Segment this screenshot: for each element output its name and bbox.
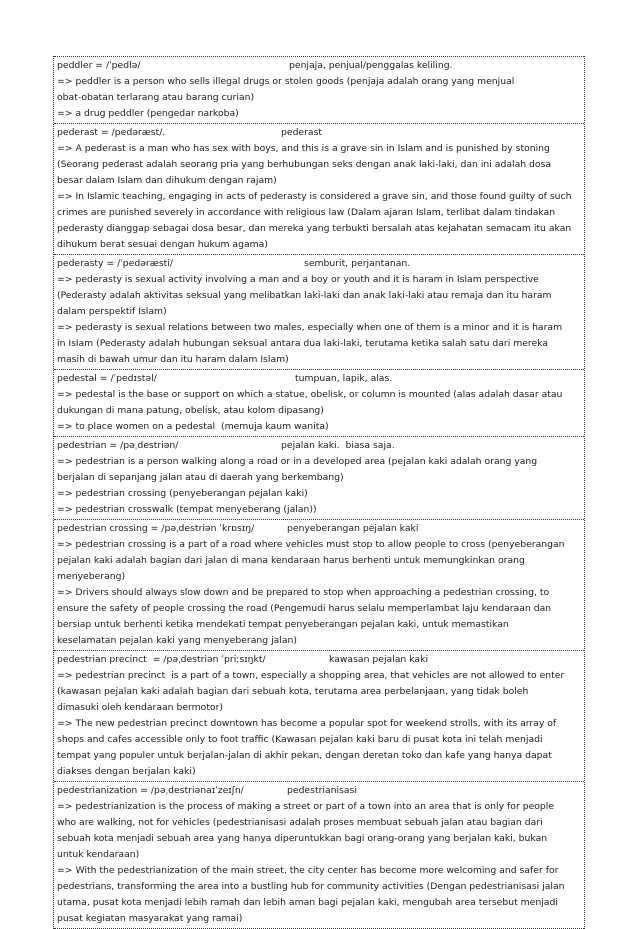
- definition-line: => pedestrian crosswalk (tempat menyeberang (jalan)): [57, 504, 317, 515]
- headword-pronunciation: pedestrian = /pəˌdestriən/: [57, 440, 179, 451]
- definition-line: => a drug peddler (pengedar narkoba): [57, 108, 239, 119]
- definition-continuation: dihukum berat sesuai dengan hukum agama): [57, 239, 268, 250]
- headword-pronunciation: peddler = /ˈpedlə/: [57, 60, 141, 71]
- definition-continuation: dukungan di mana patung, obelisk, atau kolom dipasang): [57, 405, 324, 416]
- definition-line: => pedestrian crossing is a part of a road where vehicles must stop to allow people to cross (penyeberangan: [57, 539, 565, 550]
- definition-line: => With the pedestrianization of the main street, the city center has become more welcoming and safer for: [57, 865, 559, 876]
- entry-heading: [57, 652, 582, 668]
- translation: penjaja, penjual/penggalas keliling.: [289, 60, 453, 71]
- definition-continuation: (Seorang pederast adalah seorang pria yang berhubungan seks dengan anak laki-laki, dan ini adalah dosa: [57, 159, 552, 170]
- definition-line: => pedestrianization is the process of making a street or part of a town into an area that is only for people: [57, 801, 555, 812]
- dictionary-entry: [54, 650, 584, 781]
- definition-continuation: (Pederasty adalah aktivitas seksual yang melibatkan laki-laki dan anak laki-laki atau remaja dan itu haram: [57, 290, 552, 301]
- translation: semburit, perjantanan.: [304, 258, 411, 269]
- definition-continuation: menyeberang): [57, 571, 126, 582]
- entry-heading: [57, 521, 582, 537]
- definition-continuation: (kawasan pejalan kaki adalah bagian dari sebuah kota, terutama area perbelanjaan, yang tidak boleh: [57, 686, 529, 697]
- definition-continuation: pejalan kaki adalah bagian dari jalan di mana kendaraan harus berhenti untuk memungkinkan orang: [57, 555, 525, 566]
- entry-heading: [57, 125, 582, 141]
- dictionary-entry: [54, 519, 584, 650]
- dictionary-entry: [54, 123, 584, 254]
- definition-line: => Drivers should always slow down and be prepared to stop when approaching a pedestrian crossing, to: [57, 587, 550, 598]
- definition-line: => pedestal is the base or support on which a statue, obelisk, or column is mounted (alas adalah dasar atau: [57, 389, 563, 400]
- definition-continuation: in Islam (Pederasty adalah hubungan seksual antara dua laki-laki, terutama ketika salah satu dari mereka: [57, 338, 549, 349]
- definition-line: => pedestrian crossing (penyeberangan pejalan kaki): [57, 488, 308, 499]
- definition-line: => to place women on a pedestal (memuja kaum wanita): [57, 421, 329, 432]
- definition-continuation: utama, pusat kota menjadi lebih ramah dan lebih aman bagi pejalan kaki, mengubah area tersebut menjadi: [57, 897, 558, 908]
- dictionary-entry: [54, 369, 584, 436]
- translation: penyeberangan pejalan kaki: [287, 523, 419, 534]
- entry-heading: [57, 256, 582, 272]
- dictionary-entry: [54, 781, 584, 929]
- definition-continuation: shops and cafes accessible only to foot traffic (Kawasan pejalan kaki baru di pusat kota ini telah menjadi: [57, 734, 543, 745]
- definition-continuation: bersiap untuk berhenti ketika mendekati tempat penyeberangan pejalan kaki, untuk memastikan: [57, 619, 509, 630]
- entry-heading: [57, 371, 582, 387]
- definition-continuation: dalam perspektif Islam): [57, 306, 167, 317]
- definition-continuation: who are walking, not for vehicles (pedestrianisasi adalah proses membuat sebuah jalan atau bagian dari: [57, 817, 543, 828]
- definition-continuation: berjalan di sepanjang jalan atau di daerah yang berkembang): [57, 472, 344, 483]
- definition-continuation: sebuah kota menjadi sebuah area yang hanya diperuntukkan bagi orang-orang yang berjalan kaki, bukan: [57, 833, 548, 844]
- dictionary-entry: [54, 56, 584, 123]
- headword-pronunciation: pederasty = /ˈpedəræsti/: [57, 258, 173, 269]
- definition-continuation: dimasuki oleh kendaraan bermotor): [57, 702, 224, 713]
- definition-line: => A pederast is a man who has sex with boys, and this is a grave sin in Islam and is punished by stoning: [57, 143, 550, 154]
- definition-line: => pederasty is sexual activity involving a man and a boy or youth and it is haram in Islam perspective: [57, 274, 539, 285]
- definition-line: => peddler is a person who sells illegal drugs or stolen goods (penjaja adalah orang yang menjual: [57, 76, 515, 87]
- definition-continuation: besar dalam Islam dan dihukum dengan rajam): [57, 175, 277, 186]
- translation: tumpuan, lapik, alas.: [295, 373, 393, 384]
- definition-continuation: pedestrians, transforming the area into a bustling hub for community activities (Dengan pedestrianisasi jalan: [57, 881, 565, 892]
- definition-continuation: pederasty dianggap sebagai dosa besar, dan mereka yang terbukti bersalah atas kejahatan semacam itu akan: [57, 223, 572, 234]
- headword-pronunciation: pedestrian crossing = /pəˌdestriən ˈkrɒsɪŋ/: [57, 523, 255, 534]
- headword-pronunciation: pedestrianization = /pəˌdestriənaɪˈzeɪʃn/: [57, 785, 244, 796]
- definition-line: => pedestrian precinct is a part of a town, especially a shopping area, that vehicles are not allowed to enter: [57, 670, 565, 681]
- definition-continuation: pusat kegiatan masyarakat yang ramai): [57, 913, 243, 924]
- entry-heading: [57, 438, 582, 454]
- dictionary-entry: [54, 436, 584, 519]
- definition-line: => The new pedestrian precinct downtown has become a popular spot for weekend strolls, with its array of: [57, 718, 557, 729]
- definition-continuation: masih di bawah umur dan itu haram dalam Islam): [57, 354, 289, 365]
- definition-continuation: tempat yang populer untuk berjalan-jalan di akhir pekan, dengan deretan toko dan kafe yang hanya dapat: [57, 750, 552, 761]
- definition-continuation: untuk kendaraan): [57, 849, 140, 860]
- translation: pejalan kaki. biasa saja.: [281, 440, 395, 451]
- dictionary-document: [53, 56, 585, 929]
- dictionary-entry: [54, 254, 584, 369]
- definition-continuation: crimes are punished severely in accordance with religious law (Dalam ajaran Islam, terlibat dalam tindakan: [57, 207, 556, 218]
- definition-continuation: ensure the safety of people crossing the road (Pengemudi harus selalu memperlambat laju kendaraan dan: [57, 603, 552, 614]
- definition-line: => In Islamic teaching, engaging in acts of pederasty is considered a grave sin, and those found guilty of such: [57, 191, 572, 202]
- translation: kawasan pejalan kaki: [329, 654, 429, 665]
- entry-heading: [57, 783, 582, 799]
- definition-continuation: keselamatan pejalan kaki yang menyeberang jalan): [57, 635, 298, 646]
- definition-line: => pedestrian is a person walking along a road or in a developed area (pejalan kaki adalah orang yang: [57, 456, 538, 467]
- translation: pedestrianisasi: [287, 785, 357, 796]
- headword-pronunciation: pedestrian precinct = /pəˌdestriən ˈpriːsɪŋkt/: [57, 654, 266, 665]
- definition-continuation: obat-obatan terlarang atau barang curian): [57, 92, 255, 103]
- translation: pederast: [281, 127, 323, 138]
- definition-line: => pederasty is sexual relations between two males, especially when one of them is a minor and it is haram: [57, 322, 563, 333]
- headword-pronunciation: pedestal = /ˈpedɪstəl/: [57, 373, 157, 384]
- definition-continuation: diakses dengan berjalan kaki): [57, 766, 196, 777]
- headword-pronunciation: pederast = /pedəræst/.: [57, 127, 166, 138]
- entry-heading: [57, 58, 582, 74]
